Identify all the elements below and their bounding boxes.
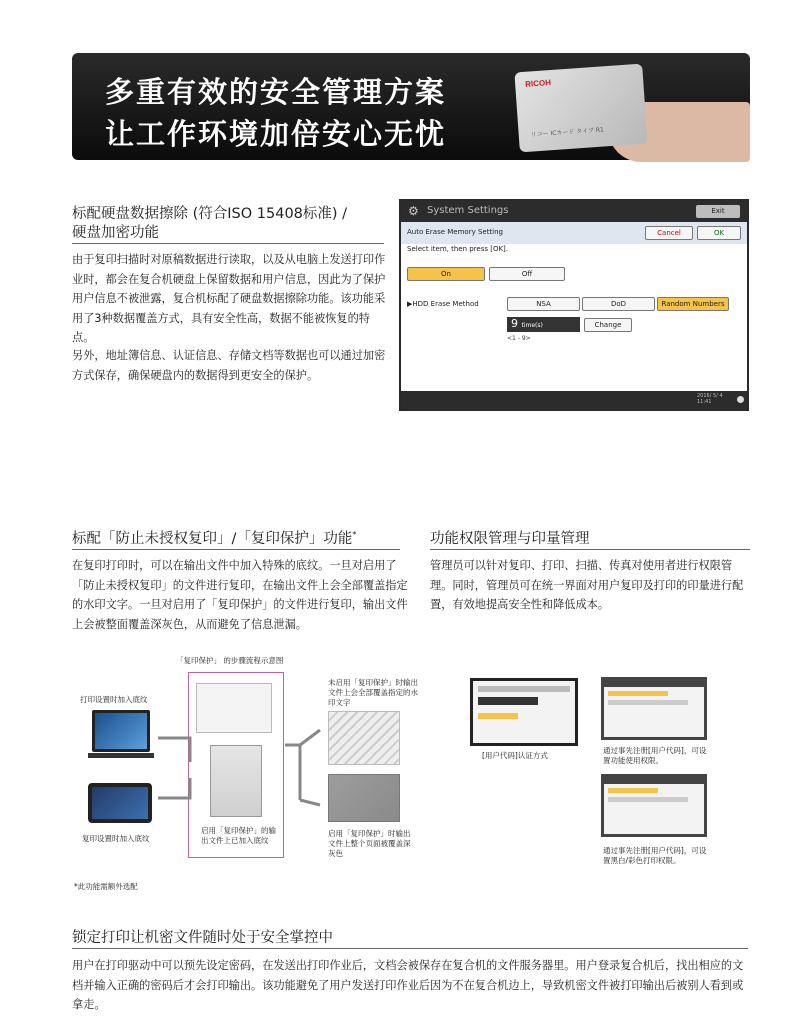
erase-count-unit: time(s) bbox=[521, 322, 543, 329]
arrow-to-outputs bbox=[285, 730, 320, 805]
diagram-label-pc: 打印设置时加入底纹 bbox=[80, 695, 148, 704]
section1-paragraph-1: 由于复印扫描时对原稿数据进行读取，以及从电脑上发送打印作业时，都会在复合机硬盘上保留数据和用户信息，因此为了保护用户信息不被泄露，复合机标配了硬盘数据擦除功能。该功能采用了3种数据覆盖方式，具有安全性高，数据不能被恢复的特点。 bbox=[72, 253, 386, 344]
screen-datetime bbox=[697, 393, 723, 405]
screen-time: 11:41 bbox=[697, 399, 712, 405]
erase-count-range: <1 - 9> bbox=[507, 335, 531, 342]
section2-paragraph: 在复印打印时，可以在输出文件中加入特殊的底纹。一旦对启用了「防止未授权复印」的文件进行复印，在输出文件上会全部覆盖指定的水印文字。一旦对启用了「复印保护」的文件进行复印，输出文件上会被整面覆盖深灰色，从而避免了信息泄漏。 bbox=[72, 559, 408, 631]
screen-subheader bbox=[401, 222, 747, 244]
screen-title-bar bbox=[401, 201, 747, 222]
arrow-tablet-to-copier bbox=[158, 778, 190, 798]
banner-headline-1: 多重有效的安全管理方案 bbox=[105, 75, 447, 109]
off-button[interactable]: Off bbox=[489, 267, 565, 281]
section3-title: 功能权限管理与印量管理 bbox=[430, 531, 590, 547]
card-logo: RICOH bbox=[524, 78, 552, 89]
on-button[interactable]: On bbox=[407, 267, 485, 281]
ic-card-image bbox=[514, 64, 647, 153]
erase-count-field bbox=[507, 317, 580, 332]
section4-title: 锁定打印让机密文件随时处于安全掌控中 bbox=[72, 930, 333, 946]
nsa-button[interactable]: NSA bbox=[507, 297, 580, 311]
screen-date: 2016/ 5/ 4 bbox=[697, 393, 723, 399]
section2-title-mark: * bbox=[352, 530, 357, 540]
ok-button[interactable]: OK bbox=[697, 226, 741, 240]
section1-title-line1: 标配硬盘数据擦除 (符合ISO 15408标准) / bbox=[72, 206, 348, 222]
section2-title bbox=[72, 527, 356, 548]
banner-headline-2: 让工作环境加倍安心无忧 bbox=[105, 117, 447, 151]
gray-covered-document-image bbox=[328, 774, 400, 822]
user-code-auth-screen bbox=[470, 678, 578, 746]
erase-method-label: ▶HDD Erase Method bbox=[407, 300, 479, 308]
screen-footer bbox=[401, 391, 747, 409]
section2-rule bbox=[72, 549, 400, 550]
status-indicator-icon bbox=[737, 396, 744, 403]
erase-count-value: 9 bbox=[511, 317, 518, 330]
watermarked-document-image bbox=[328, 711, 400, 765]
diagram-label-center: 启用「复印保护」的输出文件上已加入底纹 bbox=[201, 826, 276, 845]
change-button[interactable]: Change bbox=[584, 318, 632, 332]
diagram-note: *此功能需额外选配 bbox=[74, 882, 138, 891]
section3-rule bbox=[430, 549, 750, 550]
section4-rule bbox=[72, 948, 748, 949]
diagram-label-gray: 启用「复印保护」时输出文件上整个页面被覆盖深灰色 bbox=[328, 829, 411, 858]
random-numbers-button[interactable]: Random Numbers bbox=[657, 297, 729, 311]
color-permission-screen bbox=[601, 774, 707, 837]
section1-paragraph-2: 另外，地址簿信息、认证信息、存储文档等数据也可以通过加密方式保存，确保硬盘内的数据得到更安全的保护。 bbox=[72, 349, 386, 382]
diagram-label-watermark: 未启用「复印保护」时输出文件上会全部覆盖指定的水印文字 bbox=[328, 678, 418, 707]
section3-paragraph: 管理员可以针对复印、打印、扫描、传真对使用者进行权限管理。同时，管理员可在统一界面对用户复印及打印的印量进行配置，有效地提高安全性和降低成本。 bbox=[430, 559, 744, 611]
section1-title-line2: 硬盘加密功能 bbox=[72, 225, 159, 241]
caption-function-permission: 通过事先注册[用户代码]，可设置功能使用权限。 bbox=[603, 746, 707, 765]
caption-color-permission: 通过事先注册[用户代码]，可设置黑白/彩色打印权限。 bbox=[603, 846, 707, 865]
card-text: リコー ICカード タイプ R1 bbox=[530, 126, 605, 139]
tablet-panel-image bbox=[88, 783, 152, 823]
function-permission-screen bbox=[601, 677, 707, 740]
screen-instruction: Select item, then press [OK]. bbox=[407, 245, 509, 253]
exit-button[interactable]: Exit bbox=[696, 205, 740, 218]
system-settings-screenshot bbox=[399, 199, 749, 411]
section2-title-text: 标配「防止未授权复印」/「复印保护」功能 bbox=[72, 531, 353, 547]
computer-monitor-image bbox=[92, 710, 150, 752]
diagram-caption: 「复印保护」 的步骤流程示意图 bbox=[176, 656, 284, 665]
computer-base-image bbox=[88, 753, 154, 758]
diagram-arrows bbox=[150, 690, 330, 820]
dod-button[interactable]: DoD bbox=[582, 297, 655, 311]
caption-user-code-auth: [用户代码]认证方式 bbox=[482, 751, 548, 760]
cancel-button[interactable]: Cancel bbox=[645, 226, 693, 240]
arrow-pc-to-copier bbox=[158, 738, 190, 762]
gear-icon: ⚙ bbox=[408, 204, 419, 218]
screen-subtitle: Auto Erase Memory Setting bbox=[407, 228, 504, 236]
section1-rule bbox=[72, 243, 384, 244]
section4-paragraph: 用户在打印驱动中可以预先设定密码，在发送出打印作业后，文档会被保存在复合机的文件服务器里。用户登录复合机后，找出相应的文档并输入正确的密码后才会打印输出。该功能避免了用户发送打印作业后因为不在复合机边上，导致机密文件被打印输出后被别人看到或拿走。 bbox=[72, 959, 744, 1011]
diagram-label-tablet: 复印设置时加入底纹 bbox=[82, 834, 150, 843]
screen-title: System Settings bbox=[427, 205, 509, 216]
